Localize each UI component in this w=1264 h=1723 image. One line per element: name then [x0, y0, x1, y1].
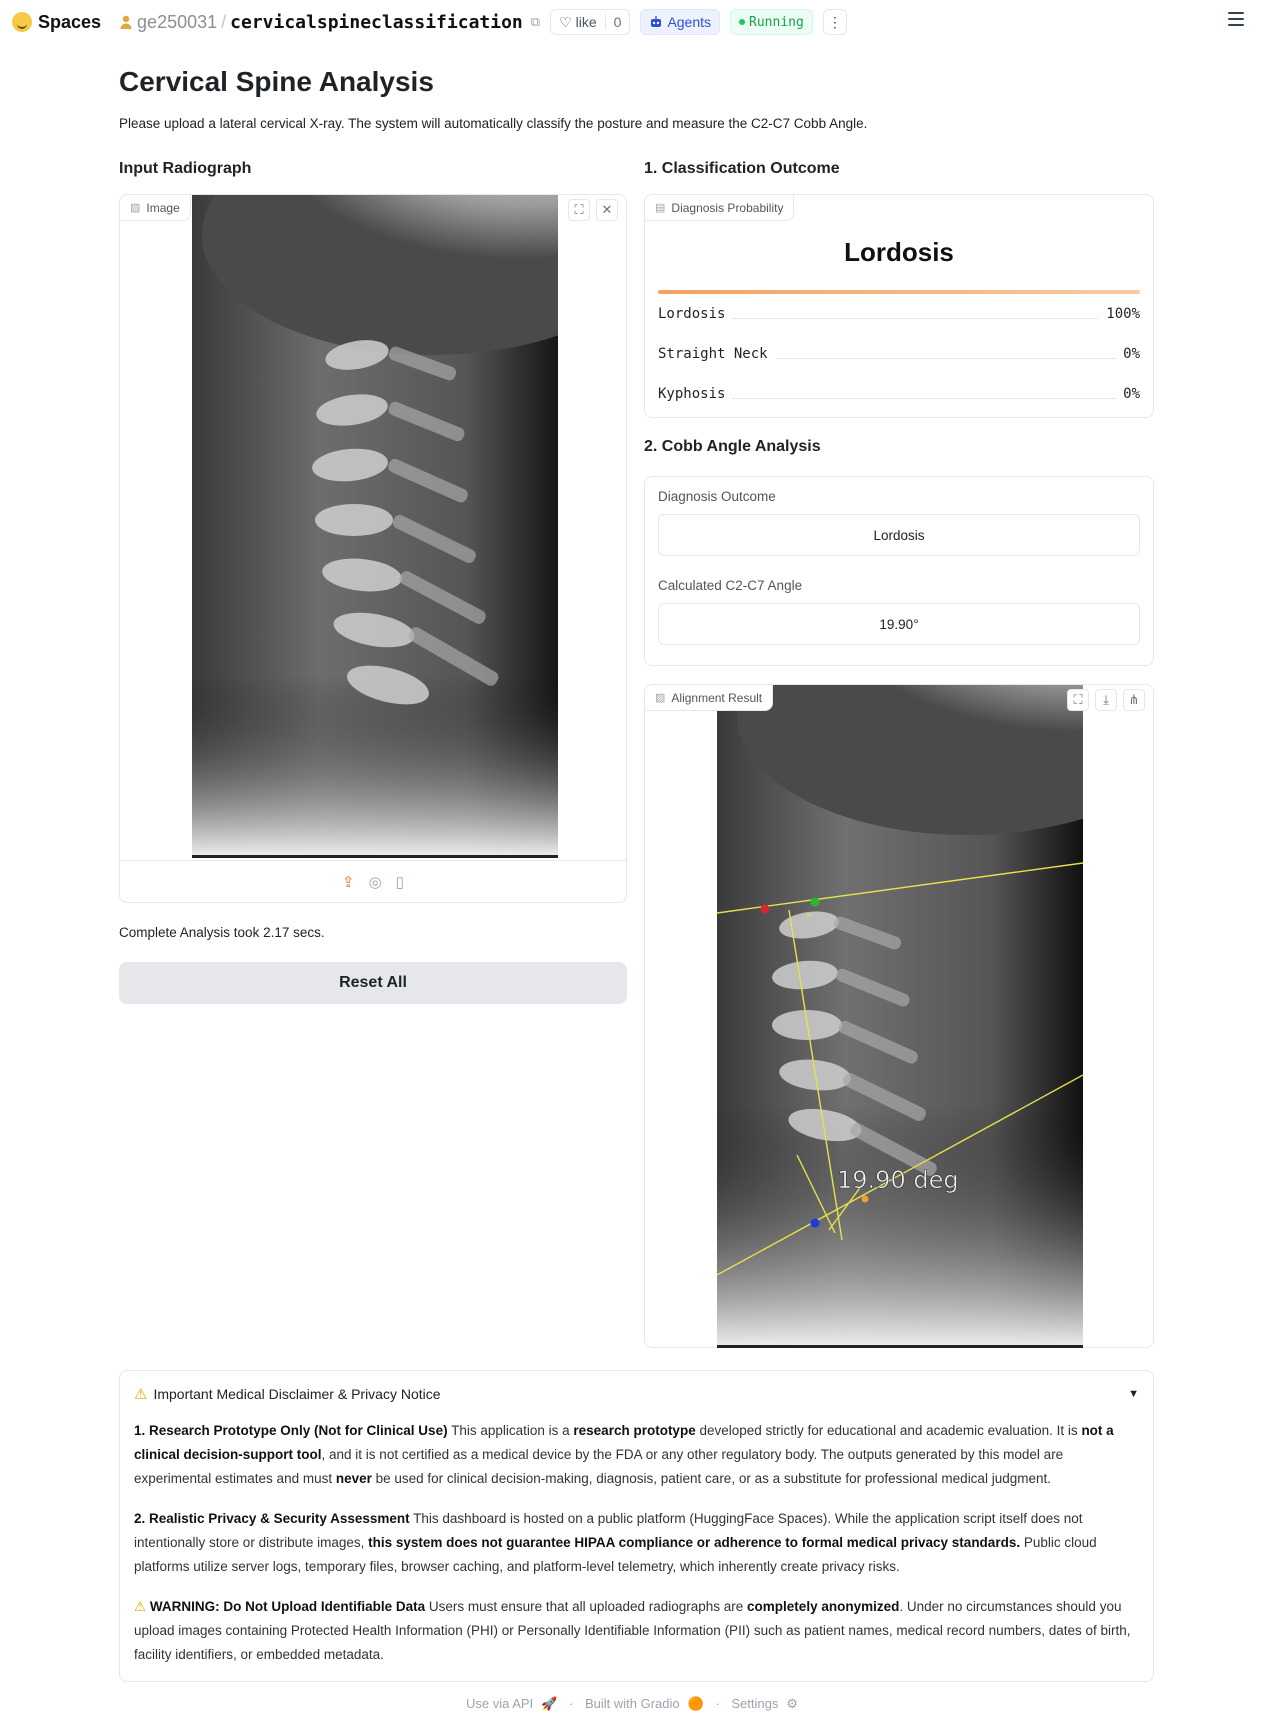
hamburger-menu-icon[interactable] [1228, 12, 1244, 26]
p3-title: WARNING: Do Not Upload Identifiable Data [149, 1599, 426, 1614]
p1-text-c: developed strictly for educational and academic evaluation. It is [695, 1423, 1082, 1438]
result-toolbar [1067, 689, 1145, 711]
image-source-bar [120, 860, 626, 902]
gear-icon: ⚙ [786, 1696, 799, 1711]
p1-bold-f: never [335, 1471, 372, 1486]
cobb-section-title: 2. Cobb Angle Analysis [644, 438, 821, 455]
top-prediction-label: Lordosis [844, 237, 954, 267]
diagnosis-outcome-field[interactable]: Lordosis [658, 514, 1140, 556]
agents-label: Agents [667, 14, 712, 30]
gradio-logo-icon: 🟠 [687, 1696, 704, 1711]
built-with-gradio-link[interactable]: Built with Gradio [584, 1696, 680, 1711]
rocket-icon: 🚀 [541, 1696, 558, 1711]
webcam-icon[interactable]: ◎ [368, 873, 382, 891]
confidence-row-label: Straight Neck [658, 346, 768, 362]
repo-name-link[interactable]: cervicalspineclassification [230, 11, 523, 33]
p1-bold-d: not a clinical decision-support tool [134, 1423, 1114, 1462]
p3-text-c: . Under no circumstances should you upload images containing Protected Health Information (PHI) or Personally Identifiable Information (PII) such as patient names, medical record numbers, dates of birth, facility identifiers, or embedded metadata. [134, 1599, 1131, 1662]
confidence-row-leader [776, 358, 1116, 359]
repo-breadcrumb [119, 12, 540, 33]
cobb-angle-overlay-text: 19.90 deg [837, 1166, 959, 1194]
disclaimer-header[interactable] [134, 1385, 1139, 1403]
confidence-row-value: 0% [1123, 386, 1140, 402]
running-status-badge[interactable] [730, 9, 813, 35]
probability-panel-label [645, 195, 794, 221]
confidence-row [658, 294, 1140, 334]
download-icon[interactable]: ⤓ [1095, 689, 1117, 711]
user-icon [119, 14, 133, 30]
results-column [644, 160, 1154, 1348]
hugging-face-logo-icon [12, 12, 32, 32]
p3-bold-b: completely anonymized [747, 1599, 900, 1614]
like-count: 0 [605, 14, 622, 30]
p2-title: 2. Realistic Privacy & Security Assessment [134, 1511, 410, 1526]
disclaimer-paragraph-2 [134, 1507, 1139, 1579]
p1-text-e: , and it is not certified as a medical device by the FDA or any other regulatory body. The outputs generated by this model are experimental estimates and must [134, 1447, 1064, 1486]
breadcrumb-separator: / [221, 11, 227, 32]
fullscreen-icon[interactable]: ⛶ [568, 199, 590, 221]
robot-icon [649, 16, 663, 28]
footer-separator: · [568, 1696, 574, 1711]
chart-icon: ▤ [655, 202, 666, 214]
agents-button[interactable] [640, 9, 720, 35]
like-label: like [575, 14, 597, 30]
page-title: Cervical Spine Analysis [119, 66, 434, 97]
cobb-angle-label: Calculated C2-C7 Angle [658, 578, 803, 593]
image-panel-label [120, 195, 191, 221]
brand-label: Spaces [38, 11, 102, 32]
upload-icon[interactable]: ⇪ [342, 873, 355, 891]
analysis-status-text: Complete Analysis took 2.17 secs. [119, 925, 325, 940]
disclaimer-paragraph-3 [134, 1595, 1139, 1667]
like-button[interactable] [550, 9, 630, 35]
running-label: Running [749, 14, 804, 30]
status-dot-icon [739, 19, 745, 25]
confidence-row-value: 0% [1123, 346, 1140, 362]
repo-owner-link[interactable]: ge250031 [137, 11, 218, 32]
p1-text-a: This application is a [447, 1423, 574, 1438]
main-content [119, 60, 1154, 1194]
p3-text-a: Users must ensure that all uploaded radiographs are [425, 1599, 748, 1614]
diagnosis-outcome-label: Diagnosis Outcome [658, 489, 776, 504]
top-bar [0, 0, 1264, 44]
spaces-brand[interactable] [12, 12, 101, 33]
diagnosis-probability-panel [644, 194, 1154, 418]
confidence-row-label: Kyphosis [658, 386, 726, 402]
cobb-outputs-panel [644, 476, 1154, 666]
heart-icon: ♡ [559, 13, 572, 30]
close-icon[interactable]: ✕ [596, 199, 618, 221]
confidence-row-leader [733, 398, 1115, 399]
warning-icon: ⚠ [134, 1386, 148, 1403]
classification-section-title: 1. Classification Outcome [644, 160, 840, 177]
p2-bold-b: this system does not guarantee HIPAA compliance or adherence to formal medical privacy standards. [368, 1535, 1021, 1550]
alignment-result-image [717, 685, 1083, 1348]
confidence-row-value: 100% [1106, 306, 1140, 322]
p2-text-a: This dashboard is hosted on a public platform (HuggingFace Spaces). While the application script itself does not intentionally store or distribute images, [134, 1511, 1083, 1550]
disclaimer-title: Important Medical Disclaimer & Privacy Notice [153, 1386, 441, 1402]
confidence-row [658, 374, 1140, 414]
image-panel-label-text: Image [146, 200, 180, 215]
confidence-row [658, 334, 1140, 374]
footer [0, 1696, 1264, 1712]
alignment-panel-label [645, 685, 773, 711]
settings-link[interactable]: Settings [731, 1696, 779, 1711]
image-toolbar [568, 199, 618, 221]
confidence-row-label: Lordosis [658, 306, 726, 322]
cobb-angle-field[interactable]: 19.90° [658, 603, 1140, 645]
copy-icon[interactable]: ⧉ [530, 14, 541, 29]
use-via-api-link[interactable]: Use via API [465, 1696, 534, 1711]
p2-text-c: Public cloud platforms utilize server logs, temporary files, browser caching, and platform-level telemetry, which inherently create privacy risks. [134, 1535, 1097, 1574]
image-icon: ▨ [655, 692, 666, 704]
disclaimer-accordion [119, 1370, 1154, 1682]
probability-panel-label-text: Diagnosis Probability [671, 200, 784, 215]
image-input-panel[interactable] [119, 194, 627, 903]
input-xray-image [192, 195, 558, 858]
reset-all-button[interactable]: Reset All [119, 962, 627, 1004]
share-icon[interactable]: ⋔ [1123, 689, 1145, 711]
confidence-list [645, 294, 1153, 414]
page-description: Please upload a lateral cervical X-ray. The system will automatically classify the posture and measure the C2-C7 Cobb Angle. [119, 116, 868, 131]
fullscreen-icon[interactable]: ⛶ [1067, 689, 1089, 711]
warning-icon: ⚠ [134, 1599, 150, 1614]
p1-bold-b: research prototype [573, 1423, 696, 1438]
input-section-title: Input Radiograph [119, 160, 252, 177]
caret-down-icon[interactable]: ▼ [1128, 1388, 1139, 1400]
footer-separator: · [715, 1696, 720, 1711]
clipboard-icon[interactable]: ▯ [395, 873, 404, 891]
more-options-button[interactable] [823, 9, 847, 35]
p1-text-g: be used for clinical decision-making, diagnosis, patient care, or as a substitute for professional medical judgment. [371, 1471, 1051, 1486]
disclaimer-paragraph-1 [134, 1419, 1139, 1491]
alignment-panel-label-text: Alignment Result [671, 690, 763, 705]
input-column [119, 160, 627, 1004]
confidence-row-leader [733, 318, 1098, 319]
vertical-dots-icon: ⋮ [827, 13, 842, 30]
p1-title: 1. Research Prototype Only (Not for Clinical Use) [134, 1423, 448, 1438]
image-icon: ▨ [130, 202, 141, 214]
alignment-result-panel [644, 684, 1154, 1348]
